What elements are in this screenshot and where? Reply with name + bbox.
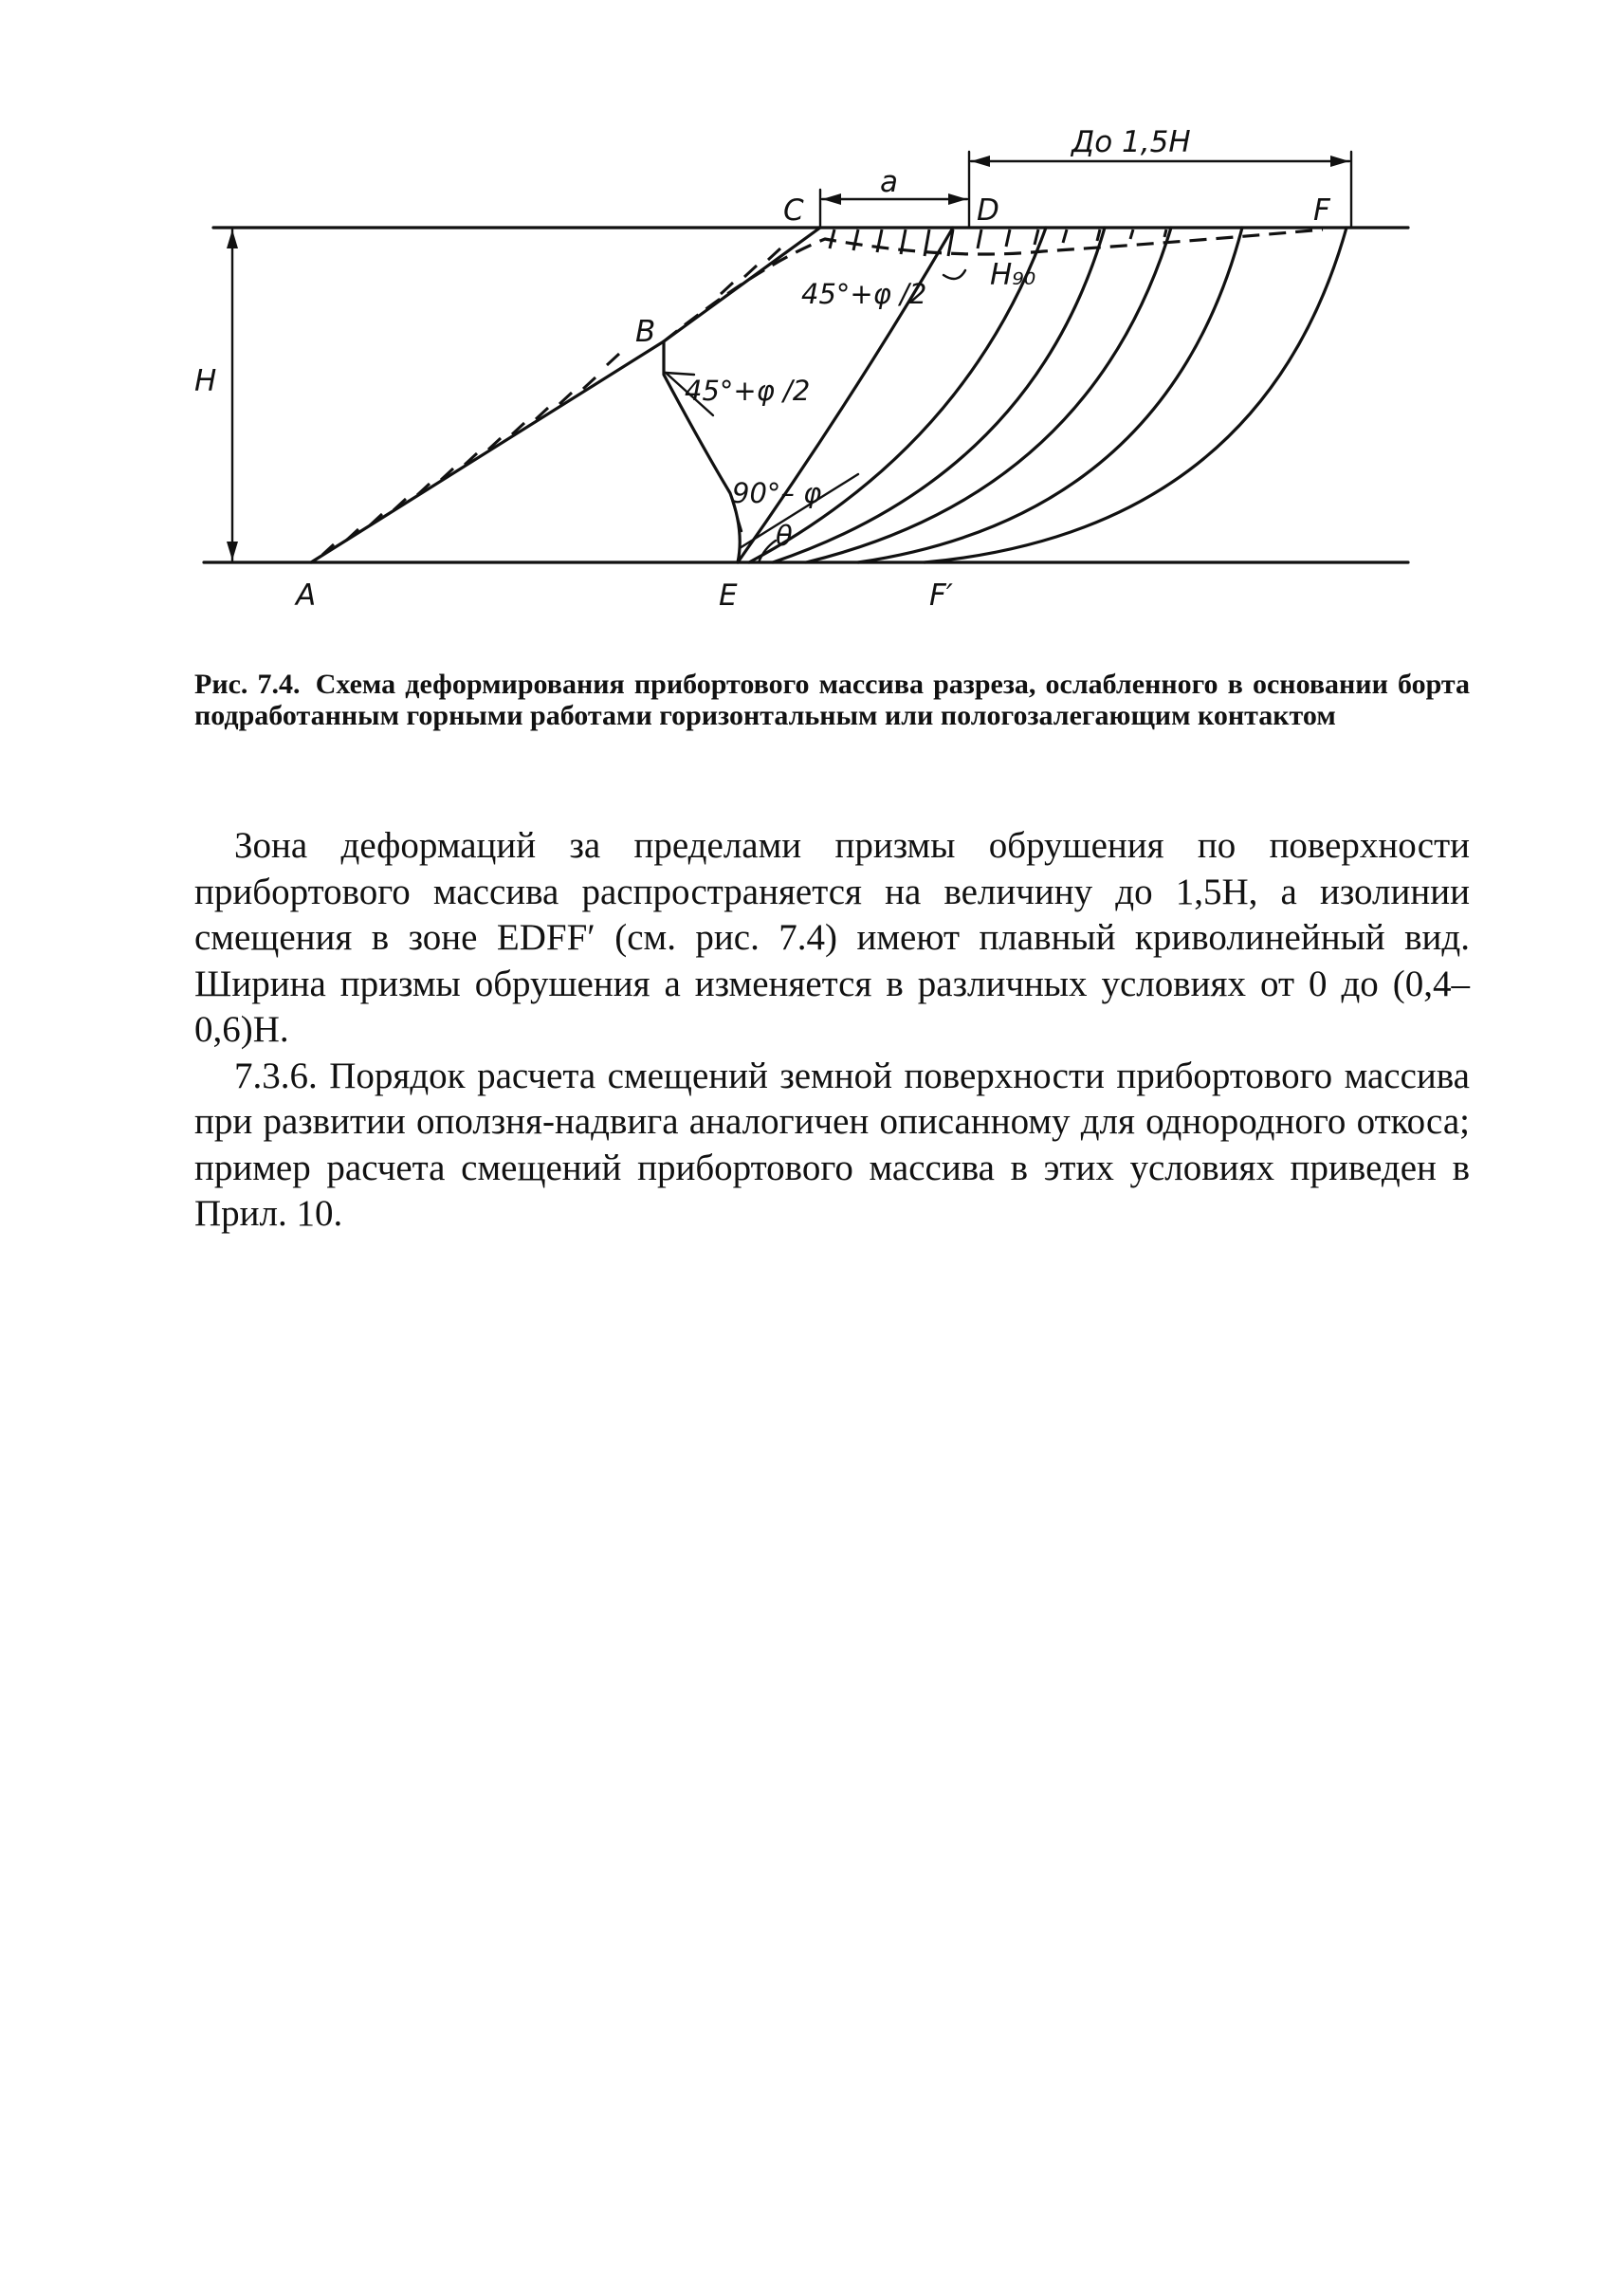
top-arrow-left [971,156,990,167]
angle-arc-d [943,270,965,279]
label-d-point: D [977,193,999,228]
angle-label-theta: θ [776,520,793,552]
a-arrow-left [822,193,841,205]
body-text [194,823,1470,1238]
h-arrow-bottom [227,542,238,560]
angle-label-bottom: 90°– φ [732,477,822,509]
top-arrow-right [1330,156,1349,167]
label-h: H [194,364,217,398]
slope-deformation-figure [0,0,1612,626]
label-f-prime-point: F′ [929,579,953,613]
label-a-width: a [880,165,898,199]
label-h90: H₉₀ [990,258,1036,292]
angle-label-top: 45°+φ /2 [801,278,927,310]
paragraph-2: 7.3.6. Порядок расчета смещений земной поверхности прибортового массива при развитии оползня-надвига аналогичен описанному для однородного откоса; пример расчета смещений прибортового массива в этих условиях приведен в Прил. 10. [194,1055,1470,1234]
label-a-point: A [296,579,317,613]
a-arrow-right [948,193,967,205]
caption-text: Схема деформирования прибортового массива разреза, ослабленного в основании борта подработанным горными работами горизонтальным или пологозалегающим контактом [194,669,1470,731]
label-top-dimension: До 1,5H [1072,125,1191,159]
label-f-point: F [1313,193,1330,228]
isoline-5 [925,228,1346,562]
label-e-point: E [719,579,738,613]
slope-lower-line [311,341,664,562]
label-c-point: C [783,193,804,228]
figure-drawing [0,0,1612,626]
paragraph-1: Зона деформаций за пределами призмы обрушения по поверхности прибортового массива распространяется на величину до 1,5H, а изолинии смещения в зоне EDFF′ (см. рис. 7.4) имеют плавный криволинейный вид. Ширина призмы обрушения a изменяется в различных условиях от 0 до (0,4–0,6)H. [194,825,1470,1050]
figure-caption [194,669,1470,731]
label-b-point: B [635,315,656,349]
angle-label-middle: 45°+φ /2 [685,375,811,407]
h-arrow-top [227,230,238,248]
caption-number: Рис. 7.4. [194,669,301,700]
